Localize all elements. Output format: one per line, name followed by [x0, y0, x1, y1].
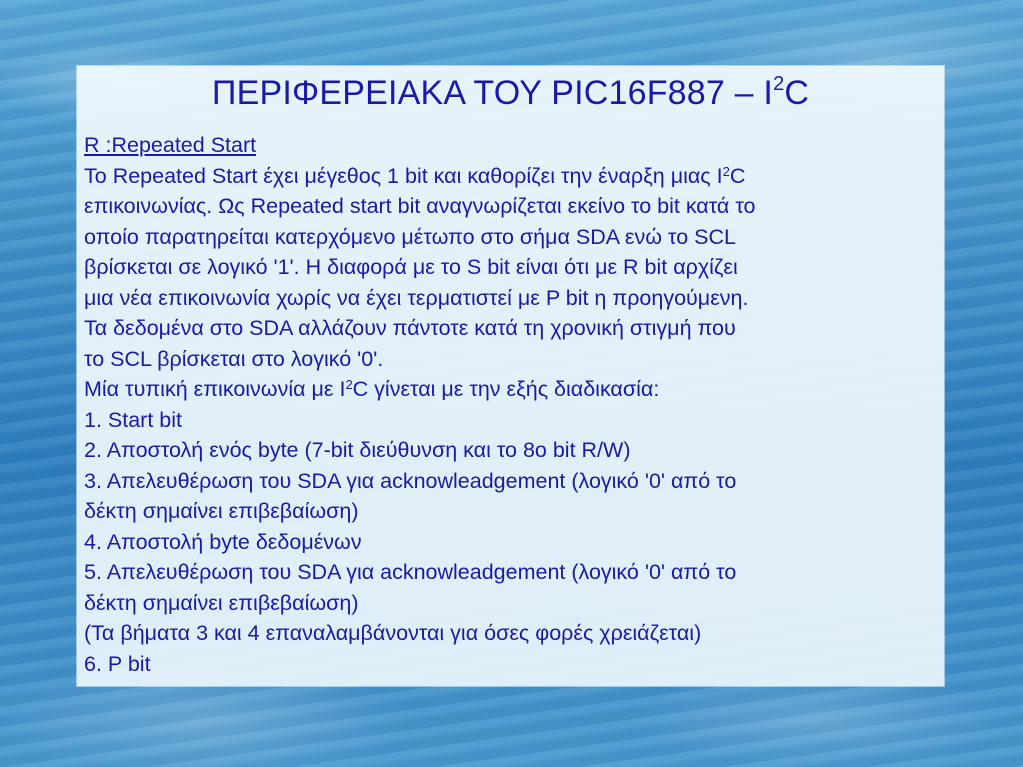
step-line: δέκτη σημαίνει επιβεβαίωση) — [84, 590, 359, 615]
step-line: (Τα βήματα 3 και 4 επαναλαμβάνονται για όσες φορές χρειάζεται) — [84, 621, 702, 645]
paragraph-line-2: επικοινωνίας. Ως Repeated start bit αναγνωρίζεται εκείνο το bit κατά το — [84, 194, 756, 218]
paragraph-superscript: 2 — [722, 163, 730, 179]
step-line: 2. Αποστολή ενός byte (7-bit διεύθυνση και το 8ο bit R/W) — [84, 438, 631, 462]
procedure-intro-end: C γίνεται με την εξής διαδικασία: — [352, 377, 660, 401]
step-line: 1. Start bit — [84, 407, 182, 432]
paragraph-line-7: το SCL βρίσκεται στο λογικό '0'. — [84, 346, 384, 371]
title-superscript: 2 — [773, 72, 785, 95]
paragraph-line-1-text: Το Repeated Start έχει μέγεθος 1 bit και καθορίζει την έναρξη μιας I — [84, 163, 723, 188]
step-line: 4. Αποστολή byte δεδομένων — [84, 529, 362, 554]
procedure-intro — [84, 374, 940, 405]
paragraph-line-1 — [84, 161, 940, 192]
title-text-end: C — [784, 74, 810, 112]
content-panel — [77, 66, 944, 686]
step-line: 6. P bit — [84, 651, 151, 676]
step-line: 5. Απελευθέρωση του SDA για acknowleadgement (λογικό '0' από το — [84, 560, 737, 584]
paragraph-line-3: οποίο παρατηρείται κατερχόμενο μέτωπο στο σήμα SDA ενώ το SCL — [84, 224, 736, 249]
slide-title — [77, 74, 944, 113]
title-text: ΠΕΡΙΦΕΡΕΙΑΚΑ ΤΟΥ PIC16F887 – I — [211, 74, 774, 112]
procedure-intro-superscript: 2 — [345, 377, 353, 392]
paragraph-line-6: Τα δεδομένα στο SDA αλλάζουν πάντοτε κατά τη χρονική στιγμή που — [84, 316, 736, 340]
section-heading: R :Repeated Start — [84, 133, 257, 157]
paragraph-line-4: βρίσκεται σε λογικό '1'. Η διαφορά με το S bit είναι ότι με R bit αρχίζει — [84, 255, 738, 279]
paragraph-line-1-end: C — [729, 163, 746, 188]
slide-body — [84, 130, 940, 679]
step-line: δέκτη σημαίνει επιβεβαίωση) — [84, 499, 359, 523]
paragraph-line-5: μια νέα επικοινωνία χωρίς να έχει τερματιστεί με P bit η προηγούμενη. — [84, 285, 749, 310]
step-line: 3. Απελευθέρωση του SDA για acknowleadgement (λογικό '0' από το — [84, 468, 737, 493]
procedure-intro-text: Μία τυπική επικοινωνία με I — [84, 377, 346, 401]
